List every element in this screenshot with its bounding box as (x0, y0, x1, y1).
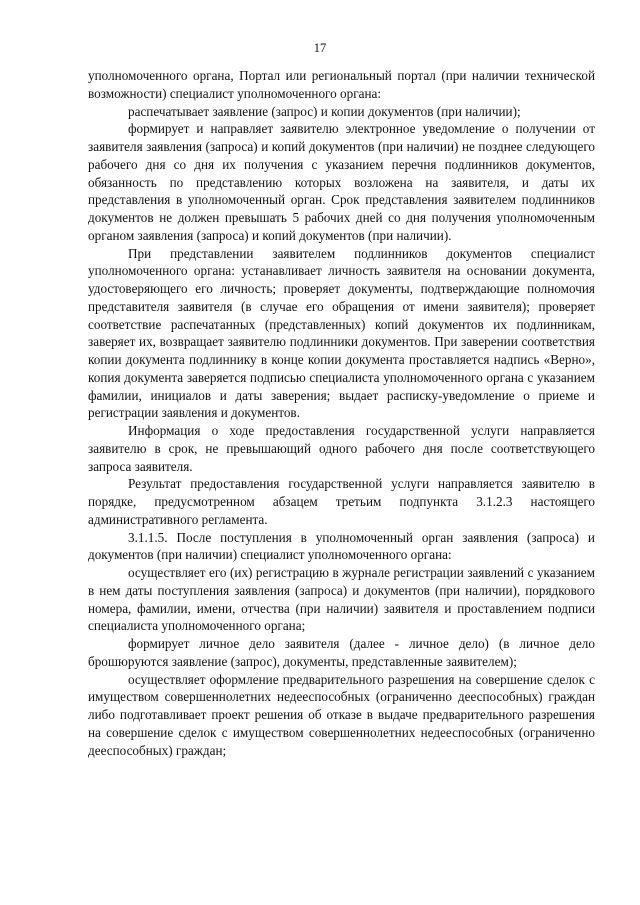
page-number: 17 (313, 41, 327, 55)
paragraph-progress-information: Информация о ходе предоставления государственной услуги направляется заявителю в срок, не превышающий одного рабочего дня после соответствующего запроса заявителя. (88, 423, 595, 474)
paragraph-personal-file: формирует личное дело заявителя (далее - личное дело) (в личное дело брошюруются заявление (запрос), документы, представленные заявителем); (88, 636, 595, 669)
paragraph-originals-submission: При представлении заявителем подлинников документов специалист уполномоченного органа: устанавливает личность заявителя на основании документа, удостоверяющего его личность; проверяет документы, подтверждающие полномочия представителя заявителя (в случае его обращения от имени заявителя); проверяет соответствие распечатанных (представленных) копий документов их подлинникам, заверяет их, возвращает заявителю подлинники документов. При заверении соответствия копии документа подлиннику в конце копии документа проставляется надпись «Верно», копия документа заверяется подписью специалиста уполномоченного органа с указанием фамилии, инициалов и даты заверения; выдает расписку-уведомление о приеме и регистрации заявления и документов. (88, 245, 595, 421)
paragraph-electronic-notice: формирует и направляет заявителю электронное уведомление о получении от заявителя заявления (запроса) и копий документов (при наличии) не позднее следующего рабочего дня со дня их получения с указанием перечня подлинников документов, обязанность по представлению которых возложена на заявителя, и даты их представления в уполномоченный орган. Срок представления заявителем подлинников документов не должен превышать 5 рабочих дней со дня получения уполномоченным органом заявления (запроса) и копий документов (при наличии). (88, 121, 595, 243)
paragraph-preliminary-permission: осуществляет оформление предварительного разрешения на совершение сделок с имуществом совершеннолетних недееспособных (ограниченно дееспособных) граждан либо подготавливает проект решения об отказе в выдаче предварительного разрешения на совершение сделок с имуществом совершеннолетних недееспособных (ограниченно дееспособных) граждан; (88, 671, 595, 758)
paragraph-print-application: распечатывает заявление (запрос) и копии документов (при наличии); (128, 103, 521, 119)
paragraph-continuation: уполномоченного органа, Портал или региональный портал (при наличии технической возможности) специалист уполномоченного органа: (88, 68, 595, 101)
paragraph-service-result: Результат предоставления государственной услуги направляется заявителю в порядке, предусмотренном абзацем третьим подпункта 3.1.2.3 настоящего административного регламента. (88, 476, 595, 527)
paragraph-registration: осуществляет его (их) регистрацию в журнале регистрации заявлений с указанием в нем даты поступления заявления (запроса) и документов (при наличии), порядкового номера, фамилии, имени, отчества (при наличии) заявителя и проставлением подписи специалиста уполномоченного органа; (88, 565, 595, 634)
paragraph-clause-3-1-1-5: 3.1.1.5. После поступления в уполномоченный орган заявления (запроса) и документов (при наличии) специалист уполномоченного органа: (88, 529, 595, 563)
document-body (88, 67, 595, 759)
